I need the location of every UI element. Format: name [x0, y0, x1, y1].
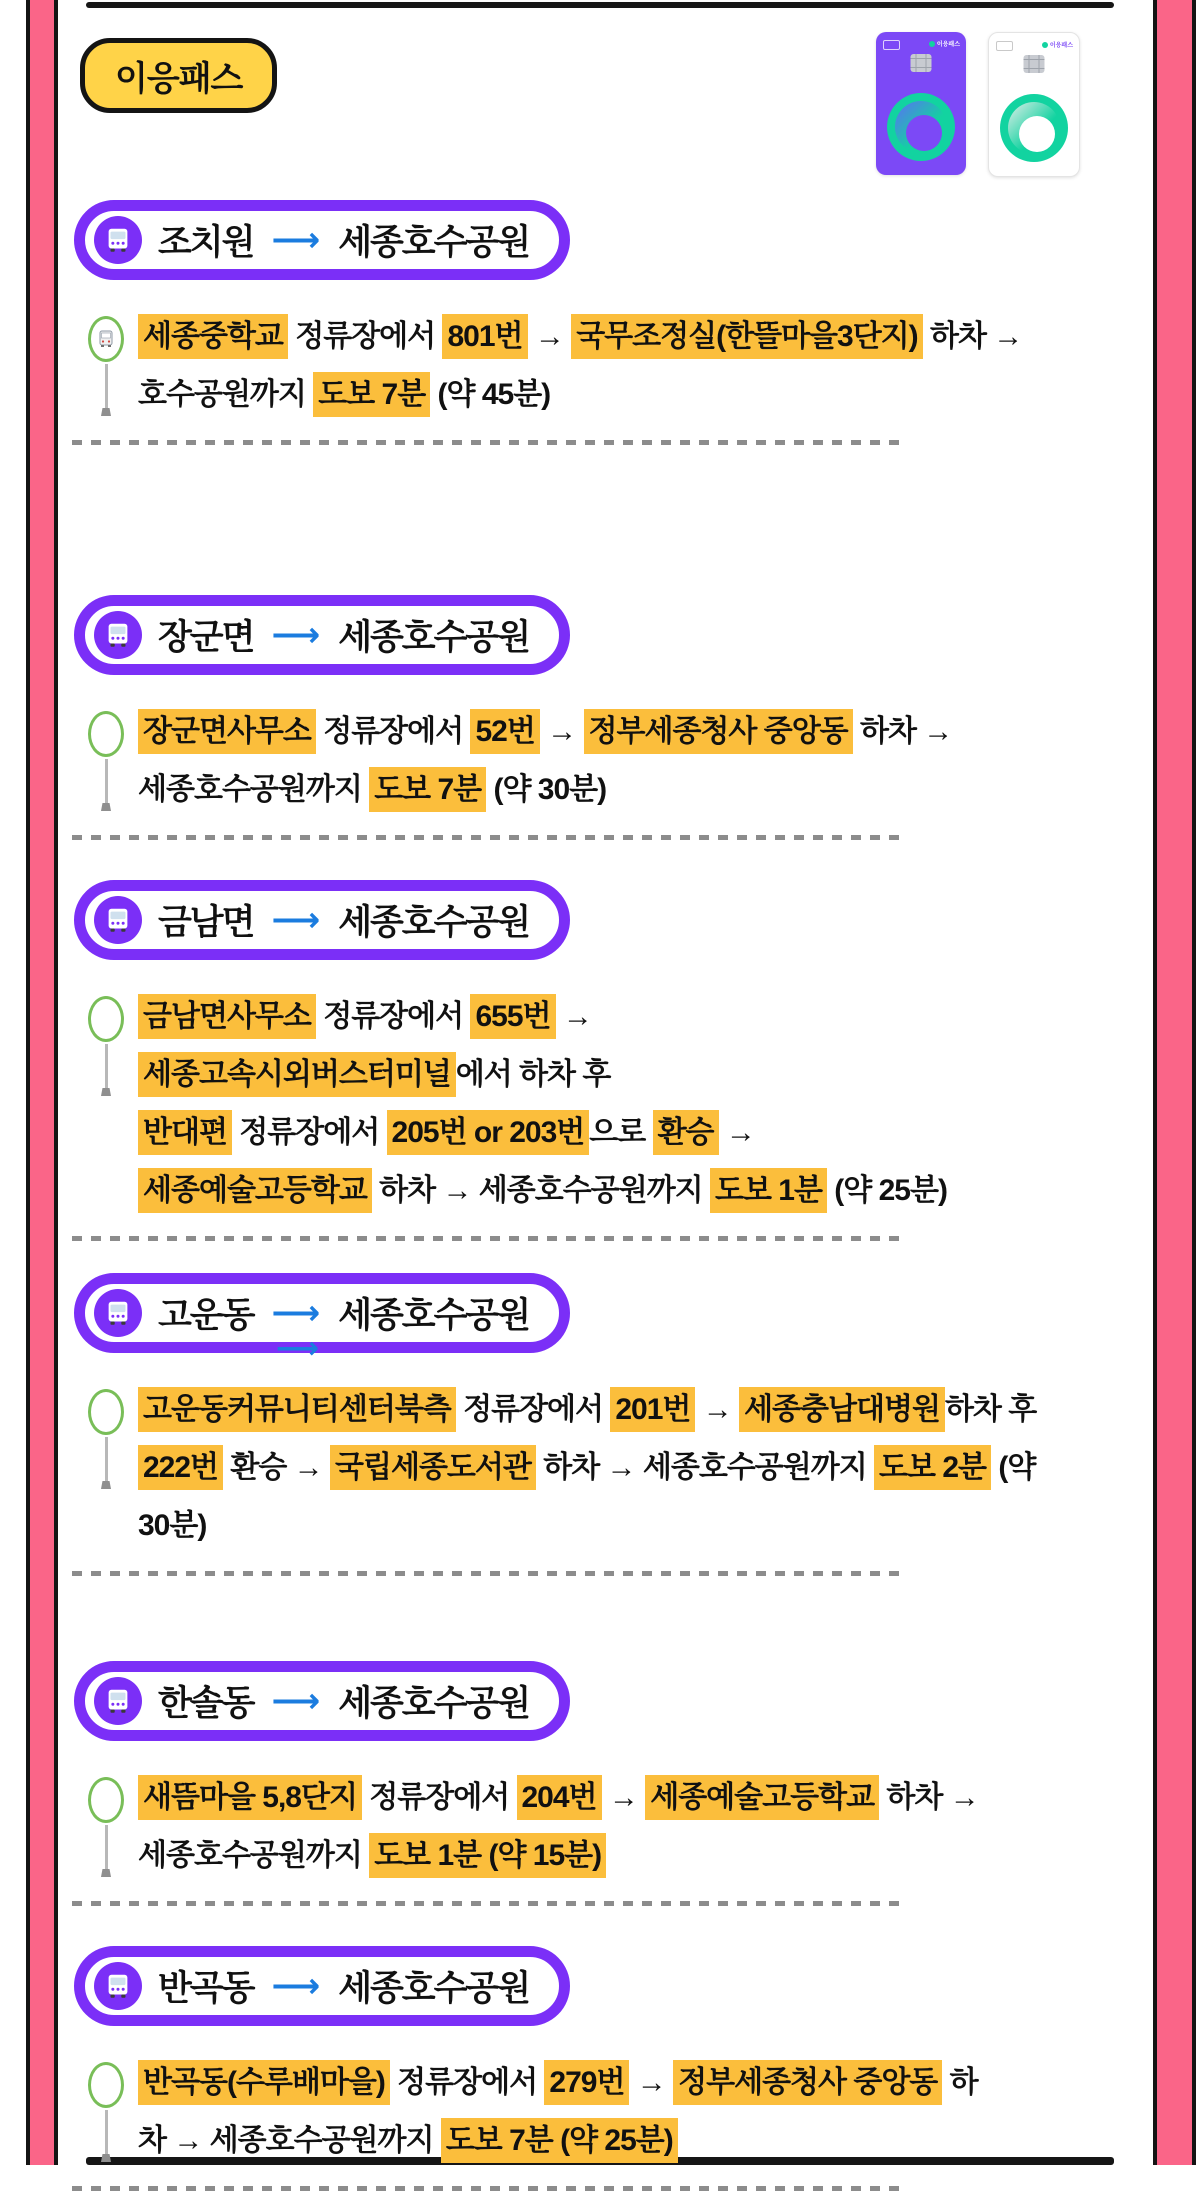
route-section [74, 1946, 1153, 2191]
highlighted-text: 204번 [517, 1775, 602, 1820]
pass-badge: 이응패스 [80, 38, 277, 113]
route-badge-wrap [74, 1273, 570, 1365]
card-chip [911, 54, 932, 72]
route-badge-wrap [74, 880, 570, 960]
route-line [138, 1104, 1153, 1162]
pin-circle [88, 1389, 124, 1435]
highlighted-text: 국립세종도서관 [330, 1445, 536, 1490]
route-badge-wrap [74, 200, 570, 280]
pass-card-purple [876, 32, 966, 175]
route-to: 세종호수공원 [338, 903, 530, 942]
brand-dot-icon [929, 41, 935, 47]
dashed-divider [72, 835, 904, 840]
header-row [58, 0, 1153, 150]
arrow-icon: ⟶ [271, 901, 321, 939]
card-brand [929, 39, 960, 48]
highlighted-text: 정부세종청사 중앙동 [673, 2060, 942, 2105]
highlighted-text: 도보 1분 [710, 1168, 827, 1213]
route-to: 세종호수공원 [338, 1296, 530, 1335]
bus-icon [94, 896, 142, 944]
route-to: 세종호수공원 [338, 618, 530, 657]
card-ring-logo [887, 93, 955, 161]
route-from: 조치원 [158, 223, 254, 262]
plain-text: 차 → 세종호수공원까지 [138, 2124, 441, 2157]
card-brand-label: 이응패스 [1049, 43, 1073, 49]
extra-arrow-icon: ⟶ [276, 1332, 320, 1365]
plain-text: 정류장에서 [389, 2066, 545, 2099]
plain-text: → [601, 1781, 646, 1814]
plain-text: → [539, 715, 584, 748]
route-line [138, 2112, 1153, 2170]
card-issuer-logo [883, 40, 900, 50]
arrow-icon: ⟶ [271, 1294, 321, 1332]
route-to: 세종호수공원 [338, 1684, 530, 1723]
route-body [74, 988, 1153, 1220]
bus-stop-pin-icon [74, 988, 138, 1220]
plain-text: → [695, 1393, 740, 1426]
bus-icon [94, 216, 142, 264]
highlighted-text: 52번 [470, 709, 539, 754]
route-line [138, 308, 1153, 366]
route-from: 반곡동 [158, 1969, 254, 2008]
dashed-divider [72, 2186, 904, 2191]
highlighted-text: 도보 1분 (약 15분) [369, 1833, 606, 1878]
pin-bus-glyph [96, 328, 116, 350]
route-badge [74, 595, 570, 675]
highlighted-text: 반곡동(수루배마을) [138, 2060, 390, 2105]
highlighted-text: 세종중학교 [138, 314, 288, 359]
route-line [138, 988, 1153, 1046]
route-section [74, 1661, 1153, 1906]
plain-text: 정류장에서 [231, 1116, 387, 1149]
plain-text: 환승 → [223, 1451, 331, 1484]
plain-text: → [555, 1000, 592, 1033]
highlighted-text: 655번 [470, 994, 555, 1039]
bus-stop-pin-icon [74, 2054, 138, 2170]
route-line [138, 1769, 1153, 1827]
plain-text: 정류장에서 [315, 715, 471, 748]
plain-text: 하차 → 세종호수공원까지 [371, 1174, 710, 1207]
pin-circle [88, 2062, 124, 2108]
plain-text: 정류장에서 [287, 320, 443, 353]
ring-hole [1019, 116, 1055, 152]
pin-stem [105, 1825, 108, 1869]
highlighted-text: 222번 [138, 1445, 223, 1490]
highlighted-text: 801번 [442, 314, 527, 359]
route-line [138, 1497, 1153, 1555]
route-line [138, 761, 1153, 819]
highlighted-text: 세종예술고등학교 [138, 1168, 372, 1213]
route-body [74, 703, 1153, 819]
frame-left-pink-band [30, 0, 54, 2165]
route-line [138, 1827, 1153, 1885]
pin-stem [105, 759, 108, 803]
bus-stop-pin-icon [74, 308, 138, 424]
bus-stop-pin-icon [74, 1381, 138, 1555]
pin-stem [105, 364, 108, 408]
dashed-divider [72, 1571, 904, 1576]
route-line [138, 1381, 1153, 1439]
pin-base [101, 1869, 111, 1877]
highlighted-text: 고운동커뮤니티센터북측 [138, 1387, 456, 1432]
plain-text: 하 [942, 2066, 978, 2099]
highlighted-text: 도보 7분 [369, 767, 486, 812]
route-body [74, 2054, 1153, 2170]
highlighted-text: 201번 [610, 1387, 695, 1432]
route-description [138, 1769, 1153, 1885]
bus-icon [94, 611, 142, 659]
route-section [74, 595, 1153, 840]
plain-text: → [629, 2066, 674, 2099]
pin-base [101, 1481, 111, 1489]
highlighted-text: 세종예술고등학교 [645, 1775, 879, 1820]
arrow-icon: ⟶ [271, 616, 321, 654]
route-section [74, 200, 1153, 445]
highlighted-text: 반대편 [138, 1110, 232, 1155]
pin-circle [88, 1777, 124, 1823]
highlighted-text: 도보 7분 [313, 372, 430, 417]
frame-right-pink-band [1157, 0, 1192, 2165]
route-badge [74, 200, 570, 280]
plain-text: 하차 → [852, 715, 953, 748]
arrow-icon: ⟶ [271, 221, 321, 259]
route-description [138, 308, 1153, 424]
plain-text: 30분) [138, 1509, 207, 1542]
plain-text: → [718, 1116, 755, 1149]
route-line [138, 703, 1153, 761]
route-badge [74, 880, 570, 960]
route-body [74, 308, 1153, 424]
route-to: 세종호수공원 [338, 1969, 530, 2008]
pin-circle [88, 711, 124, 757]
route-sections [58, 200, 1153, 2191]
bus-stop-pin-icon [74, 1769, 138, 1885]
plain-text: 세종호수공원까지 [138, 773, 370, 806]
highlighted-text: 금남면사무소 [138, 994, 316, 1039]
plain-text: 호수공원까지 [138, 378, 314, 411]
pin-base [101, 803, 111, 811]
route-line [138, 1439, 1153, 1497]
bus-icon [94, 1962, 142, 2010]
plain-text: 정류장에서 [315, 1000, 471, 1033]
content-column [58, 0, 1153, 2191]
highlighted-text: 국무조정실(한뜰마을3단지) [571, 314, 922, 359]
highlighted-text: 정부세종청사 중앙동 [584, 709, 853, 754]
plain-text: 정류장에서 [455, 1393, 611, 1426]
highlighted-text: 환승 [653, 1110, 719, 1155]
dashed-divider [72, 1901, 904, 1906]
bus-stop-pin-icon [74, 703, 138, 819]
route-description [138, 703, 1153, 819]
plain-text: 세종호수공원까지 [138, 1839, 370, 1872]
route-from: 금남면 [158, 903, 254, 942]
route-section [74, 880, 1153, 1241]
pin-stem [105, 1437, 108, 1481]
dashed-divider [72, 1236, 904, 1241]
plain-text: 하차 후 [944, 1393, 1037, 1426]
route-badge [74, 1946, 570, 2026]
brand-dot-icon [1042, 42, 1048, 48]
route-description [138, 2054, 1153, 2170]
arrow-icon: ⟶ [271, 1967, 321, 2005]
plain-text: (약 45분) [430, 378, 551, 411]
plain-text: (약 25분) [826, 1174, 947, 1207]
highlighted-text: 도보 2분 [874, 1445, 991, 1490]
route-badge-wrap [74, 1661, 570, 1741]
route-section [74, 1273, 1153, 1576]
bus-icon [94, 1677, 142, 1725]
plain-text: (약 30분) [486, 773, 607, 806]
route-to: 세종호수공원 [338, 223, 530, 262]
route-description [138, 988, 1153, 1220]
pass-card-white [988, 32, 1080, 177]
transit-cards [876, 32, 1080, 177]
highlighted-text: 205번 or 203번 [387, 1110, 590, 1155]
highlighted-text: 세종충남대병원 [739, 1387, 945, 1432]
plain-text: → [527, 320, 572, 353]
plain-text: 에서 하차 후 [455, 1058, 611, 1091]
route-from: 장군면 [158, 618, 254, 657]
route-badge-wrap [74, 595, 570, 675]
dashed-divider [72, 440, 904, 445]
pin-stem [105, 2110, 108, 2154]
plain-text: 으로 [589, 1116, 653, 1149]
card-ring-logo [1000, 94, 1068, 162]
route-line [138, 366, 1153, 424]
pin-stem [105, 1044, 108, 1088]
route-description [138, 1381, 1153, 1555]
highlighted-text: 279번 [544, 2060, 629, 2105]
bus-icon [94, 1289, 142, 1337]
route-line [138, 2054, 1153, 2112]
highlighted-text: 장군면사무소 [138, 709, 316, 754]
route-badge [74, 1273, 570, 1353]
route-badge-wrap [74, 1946, 570, 2026]
highlighted-text: 세종고속시외버스터미널 [138, 1052, 456, 1097]
card-brand-label: 이응패스 [936, 42, 960, 48]
plain-text: 정류장에서 [361, 1781, 517, 1814]
plain-text: (약 [991, 1451, 1036, 1484]
highlighted-text: 도보 7분 (약 25분) [441, 2118, 678, 2163]
card-brand [1042, 40, 1073, 49]
pin-base [101, 1088, 111, 1096]
arrow-icon: ⟶ [271, 1682, 321, 1720]
route-badge [74, 1661, 570, 1741]
route-from: 한솔동 [158, 1684, 254, 1723]
pin-base [101, 408, 111, 416]
pin-circle [88, 996, 124, 1042]
pin-circle [88, 316, 124, 362]
route-body [74, 1381, 1153, 1555]
plain-text: 하차 → [879, 1781, 979, 1814]
frame-right-outer-line [1192, 0, 1196, 2165]
pin-base [101, 2154, 111, 2162]
plain-text: 하차 → [922, 320, 1023, 353]
ring-hole [906, 115, 942, 151]
card-issuer-logo [996, 41, 1013, 51]
highlighted-text: 새뜸마을 5,8단지 [138, 1775, 362, 1820]
route-line [138, 1162, 1153, 1220]
route-from: 고운동 [158, 1296, 254, 1335]
route-body [74, 1769, 1153, 1885]
plain-text: 하차 → 세종호수공원까지 [535, 1451, 875, 1484]
card-chip [1024, 55, 1045, 73]
route-line [138, 1046, 1153, 1104]
